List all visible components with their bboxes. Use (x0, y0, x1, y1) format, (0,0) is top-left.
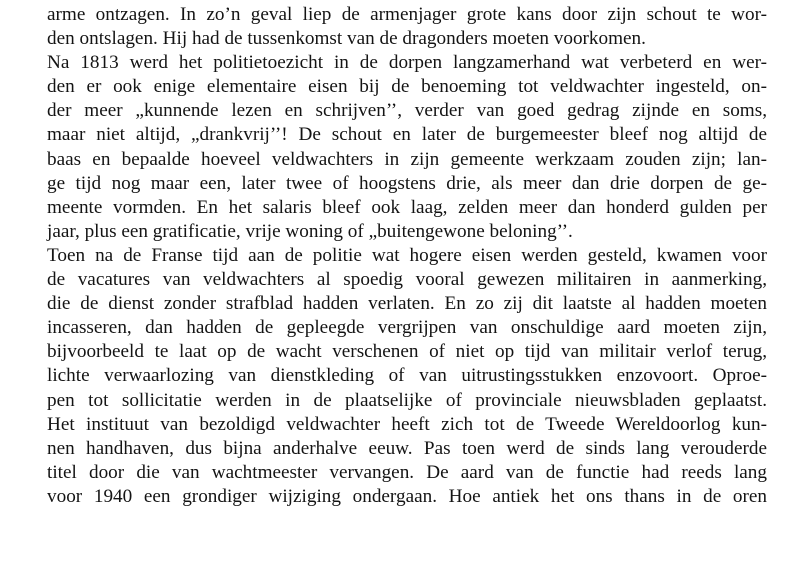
text-line: Het instituut van bezoldigd veldwachter heeft zich tot de Tweede Wereldoorlog kun- (47, 413, 767, 435)
text-line: lichte verwaarlozing van dienstkleding of van uitrustingsstukken enzovoort. Oproe- (47, 365, 767, 387)
text-line: de vacatures van veldwachters al spoedig vooral gewezen militairen in aanmerking, (47, 269, 767, 291)
text-line: maar niet altijd, „drankvrij’’! De schout en later de burgemeester bleef nog altijd de (47, 124, 767, 146)
text-line: die de dienst zonder strafblad hadden verlaten. En zo zij dit laatste al hadden moeten (47, 293, 767, 315)
text-line: bijvoorbeeld te laat op de wacht verschenen of niet op tijd van militair verlof terug, (47, 341, 767, 363)
text-line: Na 1813 werd het politietoezicht in de dorpen langzamerhand wat verbeterd en wer- (47, 52, 767, 74)
text-line: arme ontzagen. In zo’n geval liep de armenjager grote kans door zijn schout te wor- (47, 4, 767, 25)
body-text (47, 3, 767, 509)
paragraph-1 (47, 3, 767, 51)
text-line: titel door die van wachtmeester vervangen. De aard van de functie had reeds lang (47, 461, 767, 483)
text-line: nen handhaven, dus bijna anderhalve eeuw. Pas toen werd de sinds lang verouderde (47, 437, 767, 459)
text-line: jaar, plus een gratificatie, vrije woning of „buitengewone beloning’’. (47, 220, 573, 242)
text-line: Toen na de Franse tijd aan de politie wat hogere eisen werden gesteld, kwamen voor (47, 244, 767, 266)
text-line: der meer „kunnende lezen en schrijven’’, verder van goed gedrag zijnde en soms, (47, 100, 767, 122)
text-line: den ontslagen. Hij had de tussenkomst van de dragonders moeten voorkomen. (47, 28, 646, 50)
text-line: incasseren, dan hadden de gepleegde vergrijpen van onschuldige aard moeten zijn, (47, 317, 767, 339)
text-line: voor 1940 een grondiger wijziging ondergaan. Hoe antiek het ons thans in de oren (47, 485, 767, 507)
paragraph-3 (47, 244, 767, 509)
text-line: den er ook enige elementaire eisen bij de benoeming tot veldwachter ingesteld, on- (47, 76, 767, 98)
text-line: pen tot sollicitatie werden in de plaatselijke of provinciale nieuwsbladen geplaatst. (47, 389, 767, 411)
text-line: ge tijd nog maar een, later twee of hoogstens drie, als meer dan drie dorpen de ge- (47, 172, 767, 194)
paragraph-2 (47, 51, 767, 244)
text-line: baas en bepaalde hoeveel veldwachters in zijn gemeente werkzaam zouden zijn; lan- (47, 148, 767, 170)
text-line: meente vormden. En het salaris bleef ook laag, zelden meer dan honderd gulden per (47, 196, 767, 218)
